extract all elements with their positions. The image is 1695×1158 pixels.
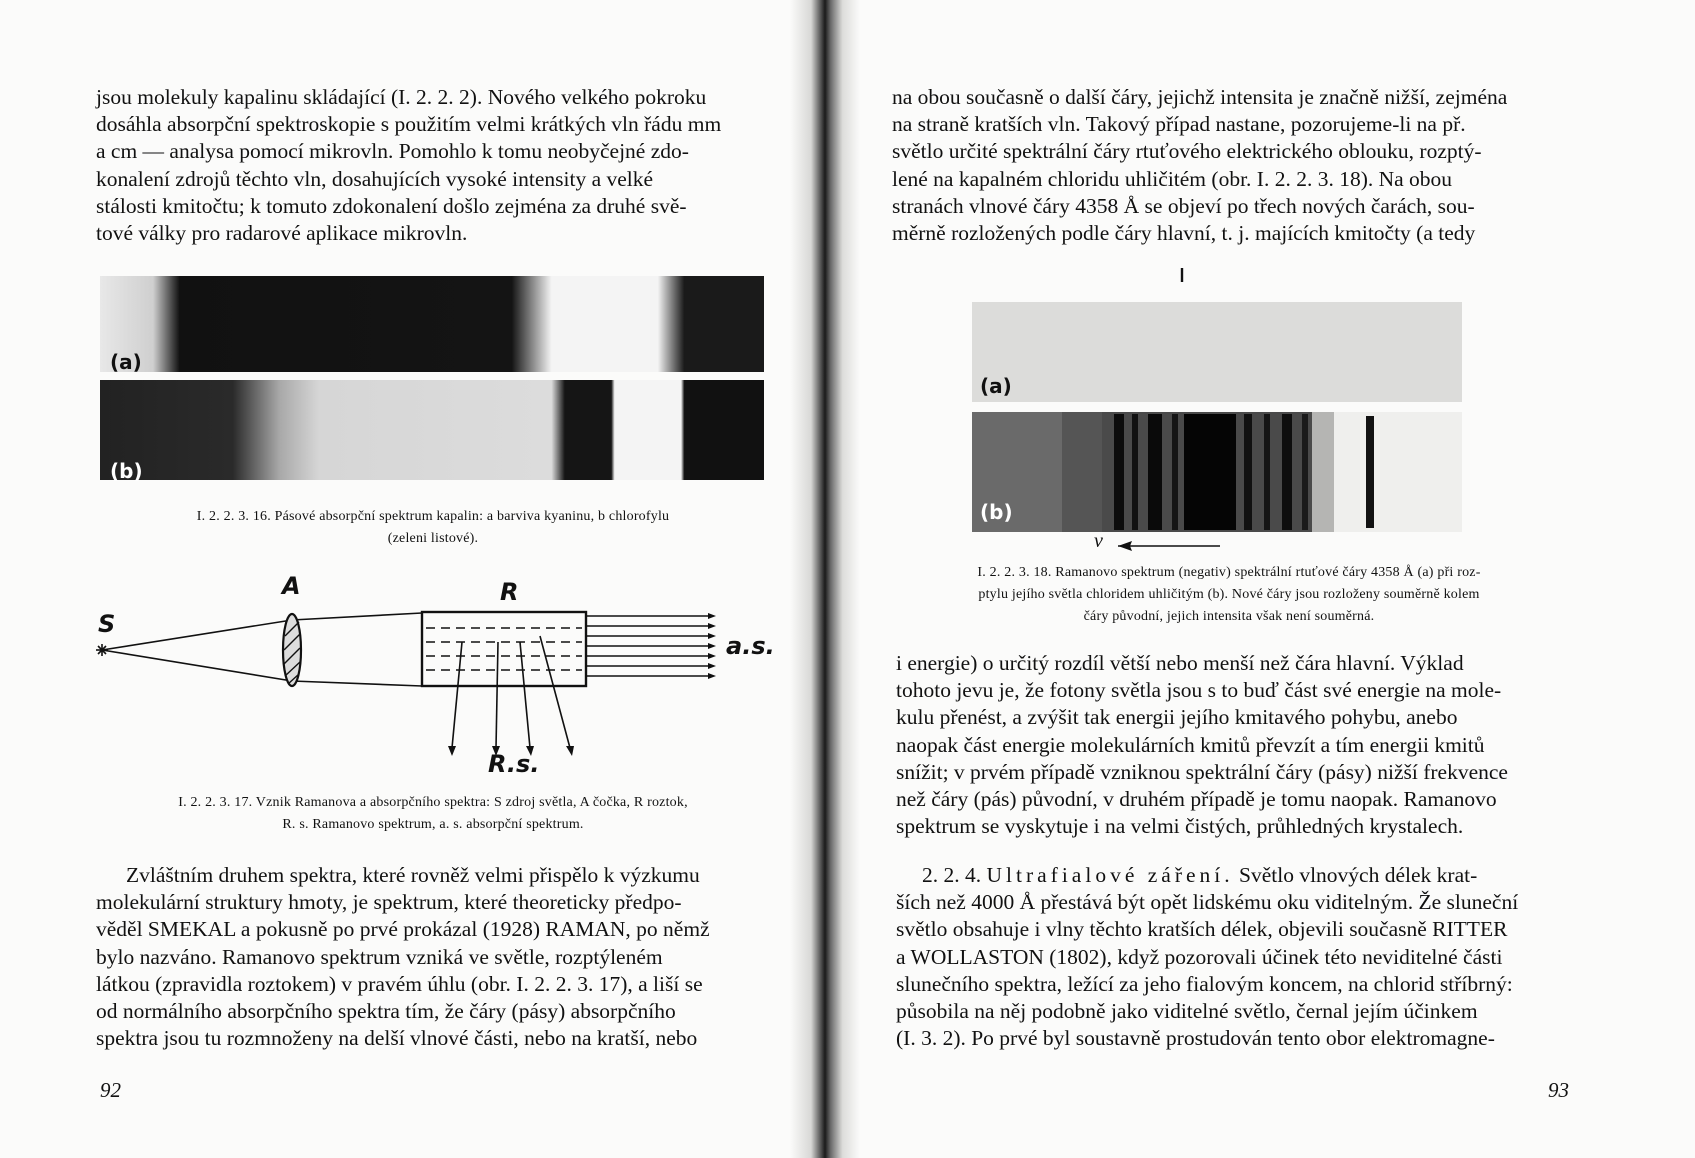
figure-16-spectrum-photo <box>100 276 764 483</box>
text-line: a WOLLASTON (1802), když pozorovali účinek této neviditelné části <box>896 944 1503 969</box>
figure-18-raman-spectrum-photo <box>972 266 1462 556</box>
text-line: látkou (zpravidla roztokem) v pravém úhlu (obr. I. 2. 2. 3. 17), a liší se <box>96 971 703 996</box>
figure-16-label-a: (a) <box>110 350 142 374</box>
caption-line: R. s. Ramanovo spektrum, a. s. absorpční spektrum. <box>282 817 584 832</box>
text-line: věděl SMEKAL a pokusně po prvé prokázal (1928) RAMAN, po němž <box>96 917 710 942</box>
figure-17-raman-diagram <box>96 572 786 778</box>
figure-18-caption <box>892 562 1566 628</box>
absorption-spectrum-label: a.s. <box>726 632 775 660</box>
raman-setup-diagram <box>96 576 786 776</box>
figure-16-caption <box>96 506 770 550</box>
caption-line: I. 2. 2. 3. 18. Ramanovo spektrum (negativ) spektrální rtuťové čáry 4358 Å (a) při roz- <box>977 565 1481 580</box>
text-line: dosáhla absorpční spektroskopie s použitím velmi krátkých vln řádu mm <box>96 112 722 137</box>
text-line: snížit; v prvém případě vzniknou spektrální čáry (pásy) nižší frekvence <box>896 759 1508 784</box>
text-line: slunečního spektra, ležící za jeho fialovým koncem, na chlorid stříbrný: <box>896 971 1513 996</box>
text-line: tové války pro radarové aplikace mikrovln. <box>96 221 468 246</box>
text-line: světlo určité spektrální čáry rtuťového elektrického oblouku, rozptý- <box>892 139 1482 164</box>
text-line: spektrum se vyskytuje i na velmi čistých, průhledných krystalech. <box>896 814 1464 839</box>
left-page-number: 92 <box>100 1078 121 1102</box>
caption-line: čáry původní, jejich intensita však není souměrná. <box>1083 609 1375 624</box>
right-top-paragraph <box>892 84 1562 247</box>
absorption-spectrum-image <box>100 276 764 480</box>
raman-spectrum-image <box>972 266 1462 556</box>
text-line: ších než 4000 Å přestává být opět lidskému oku viditelným. Že sluneční <box>896 890 1519 915</box>
section-number: 2. 2. 4. <box>922 863 982 887</box>
text-line: než čáry (pás) původní, v druhém případě je tomu naopak. Ramanovo <box>896 787 1497 812</box>
text-line: kulu přenést, a zvýšit tak energii jejího kmitavého pohybu, anebo <box>896 705 1458 730</box>
text-line: naopak část energie molekulárních kmitů převzít a tím energii kmitů <box>896 732 1485 757</box>
figure-18-label-b: (b) <box>980 500 1013 524</box>
text-line: stranách vlnové čáry 4358 Å se objeví po třech nových čarách, sou- <box>892 193 1475 218</box>
source-label: S <box>98 610 116 638</box>
lens-label: A <box>282 572 301 600</box>
text-line: i energie) o určitý rozdíl větší nebo menší než čára hlavní. Výklad <box>896 651 1464 675</box>
book-gutter <box>790 0 860 1158</box>
text-line: stálosti kmitočtu; k tomuto zdokonalení došlo zejména za druhé svě- <box>96 193 687 218</box>
figure-16-label-b: (b) <box>110 459 143 483</box>
text-line: na straně kratších vln. Takový případ nastane, pozorujeme-li na př. <box>892 112 1466 137</box>
text-line: bylo nazváno. Ramanovo spektrum vzniká ve světle, rozptýleném <box>96 944 663 969</box>
right-bottom-paragraph <box>896 862 1562 1052</box>
text-line: tohoto jevu je, že fotony světla jsou s to buď část své energie na mole- <box>896 678 1502 703</box>
text-line: (I. 3. 2). Po prvé byl soustavně prostudován tento obor elektromagne- <box>896 1026 1495 1051</box>
text-line: spektra jsou tu rozmnoženy na delší vlnové části, nebo na kratší, nebo <box>96 1026 698 1051</box>
frequency-arrow-label: ν <box>1094 530 1103 552</box>
text-line: a cm — analysa pomocí mikrovln. Pomohlo k tomu neobyčejné zdo- <box>96 139 689 164</box>
text-line: konalení zdrojů těchto vln, dosahujících vysoké intensity a velké <box>96 166 654 191</box>
caption-line: I. 2. 2. 3. 16. Pásové absorpční spektrum kapalin: a barviva kyaninu, b chlorofylu <box>196 509 670 524</box>
text-line: lené na kapalném chloridu uhličitém (obr. I. 2. 2. 3. 18). Na obou <box>892 166 1453 191</box>
right-middle-paragraph <box>896 650 1562 840</box>
text-line <box>896 862 1562 889</box>
section-title: Ultrafialové záření. <box>986 863 1234 887</box>
text-line: na obou současně o další čáry, jejichž intensita je značně nižší, zejména <box>892 85 1508 109</box>
raman-spectrum-label: R.s. <box>488 750 540 778</box>
caption-line: (zeleni listové). <box>387 531 479 546</box>
text-line: měrně rozložených podle čáry hlavní, t. j. majících kmitočty (a tedy <box>892 221 1476 246</box>
figure-17-caption <box>96 792 770 836</box>
left-top-paragraph <box>96 84 766 247</box>
figure-18-label-a: (a) <box>980 374 1012 398</box>
text-line: působila na něj podobně jako viditelné světlo, černal jejím účinkem <box>896 999 1478 1024</box>
text-line: od normálního absorpčního spektra tím, že čáry (pásy) absorpčního <box>96 999 676 1024</box>
text-line: jsou molekuly kapalinu skládající (I. 2. 2. 2). Nového velkého pokroku <box>96 85 707 109</box>
section-text: Světlo vlnových délek krat- <box>1239 863 1478 887</box>
caption-line: ptylu jejího světla chloridem uhličitým (b). Nové čáry jsou rozloženy souměrně kolem <box>978 587 1480 602</box>
text-line: světlo obsahuje i vlny těchto kratších délek, objevili současně RITTER <box>896 917 1508 942</box>
left-bottom-paragraph <box>96 862 770 1052</box>
caption-line: I. 2. 2. 3. 17. Vznik Ramanova a absorpčního spektra: S zdroj světla, A čočka, R roztok, <box>178 795 688 810</box>
right-page-number: 93 <box>1548 1078 1569 1102</box>
text-line: molekulární struktury hmoty, je spektrum, které theoreticky předpo- <box>96 890 682 915</box>
solution-label: R <box>500 578 519 606</box>
text-line: Zvláštním druhem spektra, které rovněž velmi přispělo k výzkumu <box>126 863 700 887</box>
